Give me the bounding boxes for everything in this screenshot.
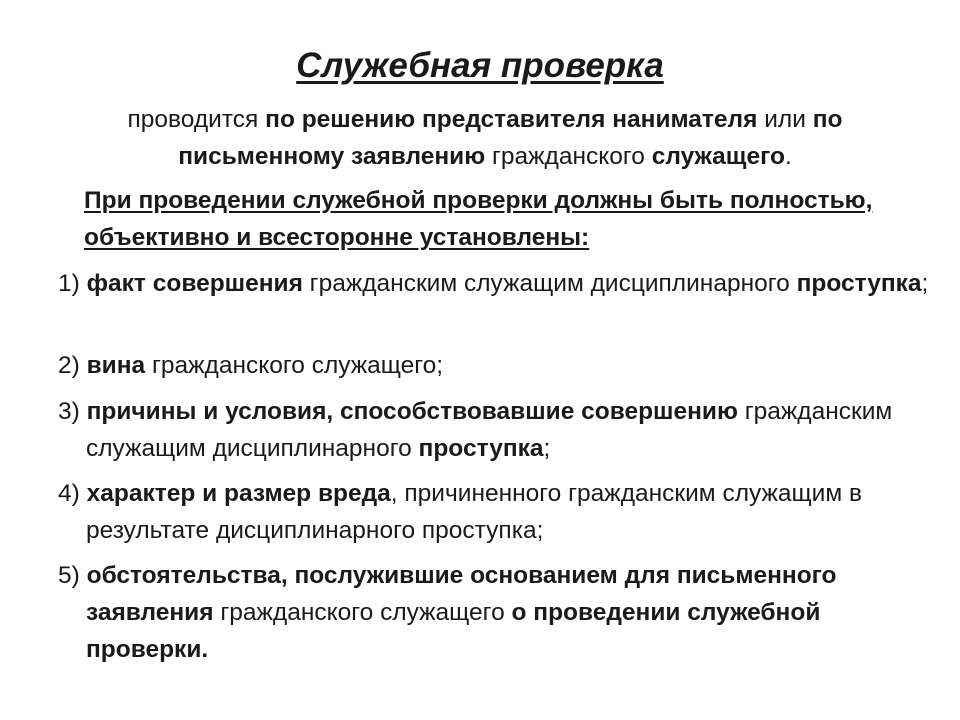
item-bold: характер и размер вреда bbox=[86, 480, 391, 507]
intro-text-3: гражданского bbox=[485, 143, 652, 170]
item-bold: причины и условия, способствовавшие совершению bbox=[86, 398, 738, 425]
item-text: гражданского служащего; bbox=[145, 352, 444, 379]
item-number: 1) bbox=[58, 270, 80, 297]
item-number: 4) bbox=[58, 480, 80, 507]
item-text: ; bbox=[921, 270, 929, 297]
item-text: гражданского служащего bbox=[213, 599, 512, 626]
intro-text-4: . bbox=[784, 143, 792, 170]
list-item bbox=[58, 347, 931, 384]
list-item bbox=[58, 557, 931, 668]
item-number: 2) bbox=[58, 352, 80, 379]
intro-bold-1: по решению представителя нанимателя bbox=[265, 106, 758, 133]
item-bold: вина bbox=[86, 352, 146, 379]
list-item bbox=[58, 265, 931, 302]
item-bold: проступка bbox=[796, 270, 922, 297]
list-item bbox=[58, 393, 931, 467]
item-number: 3) bbox=[58, 398, 80, 425]
intro-bold-3: служащего bbox=[651, 143, 785, 170]
intro-paragraph bbox=[70, 101, 900, 175]
item-bold: обстоятельства, послужившие основанием для письменного заявления bbox=[86, 562, 837, 626]
item-text: , причиненного гражданским служащим в результате дисциплинарного проступка; bbox=[86, 480, 863, 544]
item-text: ; bbox=[543, 435, 551, 462]
item-bold: о проведении служебной проверки. bbox=[86, 599, 821, 663]
item-bold: проступка bbox=[418, 435, 544, 462]
list-item bbox=[58, 475, 931, 549]
intro-bold-2: по письменному заявлению bbox=[178, 106, 843, 170]
item-number: 5) bbox=[58, 562, 80, 589]
item-text: гражданским служащим дисциплинарного bbox=[86, 398, 893, 462]
page-title: Служебная проверка bbox=[296, 46, 664, 85]
subheading: При проведении служебной проверки должны быть полностью, объективно и всесторонне установлены: bbox=[84, 187, 873, 251]
item-text: гражданским служащим дисциплинарного bbox=[302, 270, 797, 297]
intro-text-2: или bbox=[757, 106, 813, 133]
intro-text-1: проводится bbox=[127, 106, 266, 133]
item-bold: факт совершения bbox=[86, 270, 303, 297]
